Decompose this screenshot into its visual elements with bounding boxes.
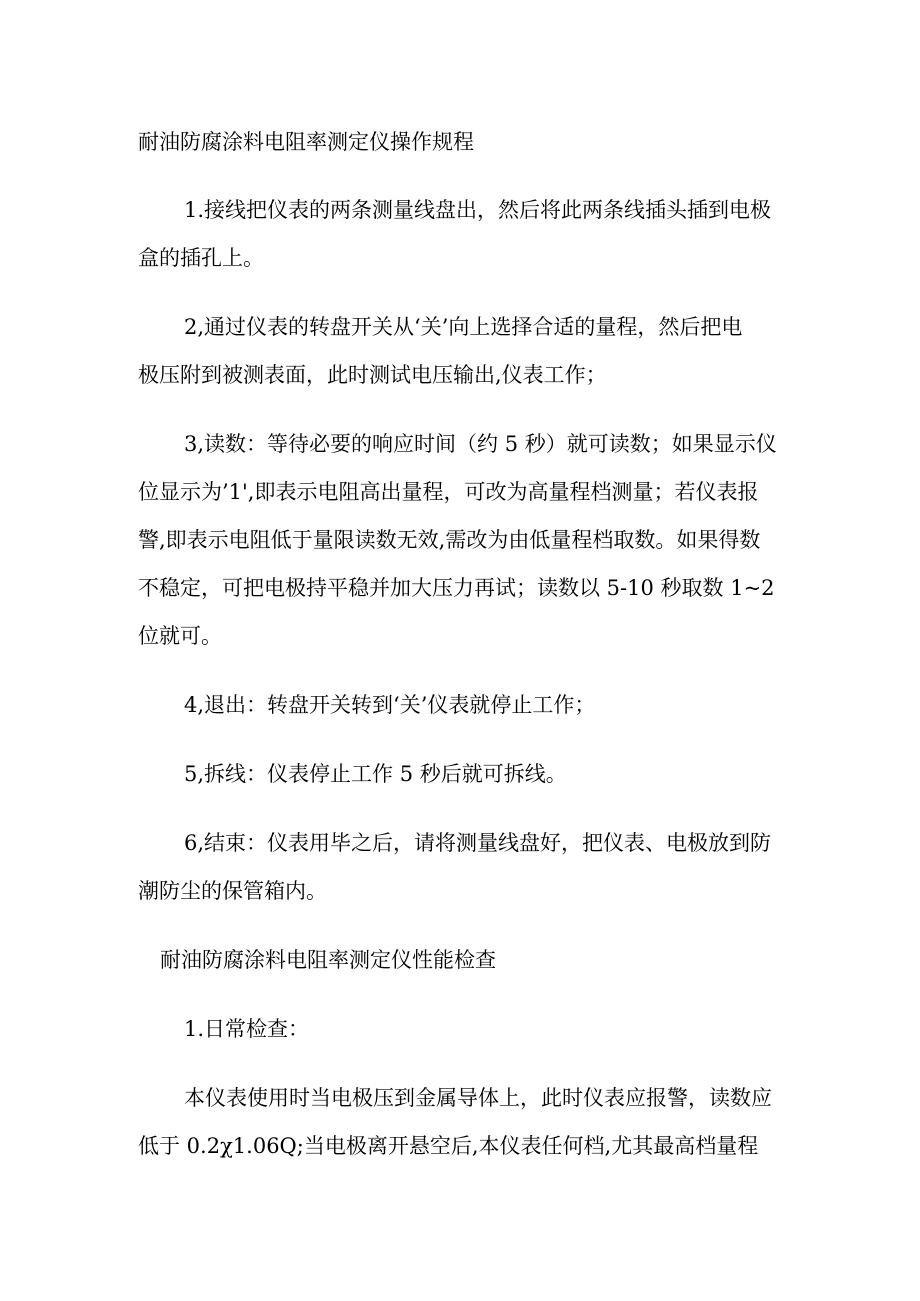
paragraph-step-1-line-2: 盒的插孔上。 bbox=[138, 246, 264, 270]
paragraph-step-6-line-2: 潮防尘的保管箱内。 bbox=[138, 879, 327, 903]
paragraph-step-3-line-3: 警,即表示电阻低于量限读数无效,需改为由低量程档取数。如果得数 bbox=[138, 528, 761, 552]
paragraph-step-2-line-2: 极压附到被测表面，此时测试电压输出,仪表工作； bbox=[138, 363, 607, 387]
paragraph-step-5-line-1: 5,拆线：仪表停止工作 5 秒后就可拆线。 bbox=[184, 762, 567, 786]
paragraph-step-3-line-1: 3,读数：等待必要的响应时间（约 5 秒）就可读数；如果显示仪 bbox=[184, 432, 777, 456]
paragraph-daily-check-heading: 1.日常检查： bbox=[184, 1017, 310, 1041]
paragraph-step-4-line-1: 4,退出：转盘开关转到‘关’仪表就停止工作； bbox=[184, 693, 596, 717]
paragraph-step-3-line-2: 位显示为’1',即表示电阻高出量程，可改为高量程档测量；若仪表报 bbox=[138, 480, 759, 504]
paragraph-step-3-line-5: 位就可。 bbox=[138, 624, 222, 648]
paragraph-step-3-line-4: 不稳定，可把电极持平稳并加大压力再试；读数以 5-10 秒取数 1~2 bbox=[138, 576, 775, 600]
paragraph-daily-check-line-2: 低于 0.2χ1.06Q;当电极离开悬空后,本仪表任何档,尤其最高档量程 bbox=[138, 1134, 759, 1158]
paragraph-step-6-line-1: 6,结束：仪表用毕之后，请将测量线盘好，把仪表、电极放到防 bbox=[184, 831, 772, 855]
section-title-operating-procedure: 耐油防腐涂料电阻率测定仪操作规程 bbox=[138, 130, 474, 154]
section-title-performance-check: 耐油防腐涂料电阻率测定仪性能检查 bbox=[160, 948, 496, 972]
paragraph-daily-check-line-1: 本仪表使用时当电极压到金属导体上，此时仪表应报警，读数应 bbox=[184, 1086, 772, 1110]
paragraph-step-2-line-1: 2,通过仪表的转盘开关从‘关’向上选择合适的量程，然后把电 bbox=[184, 315, 743, 339]
paragraph-step-1-line-1: 1.接线把仪表的两条测量线盘出，然后将此两条线插头插到电极 bbox=[184, 198, 772, 222]
